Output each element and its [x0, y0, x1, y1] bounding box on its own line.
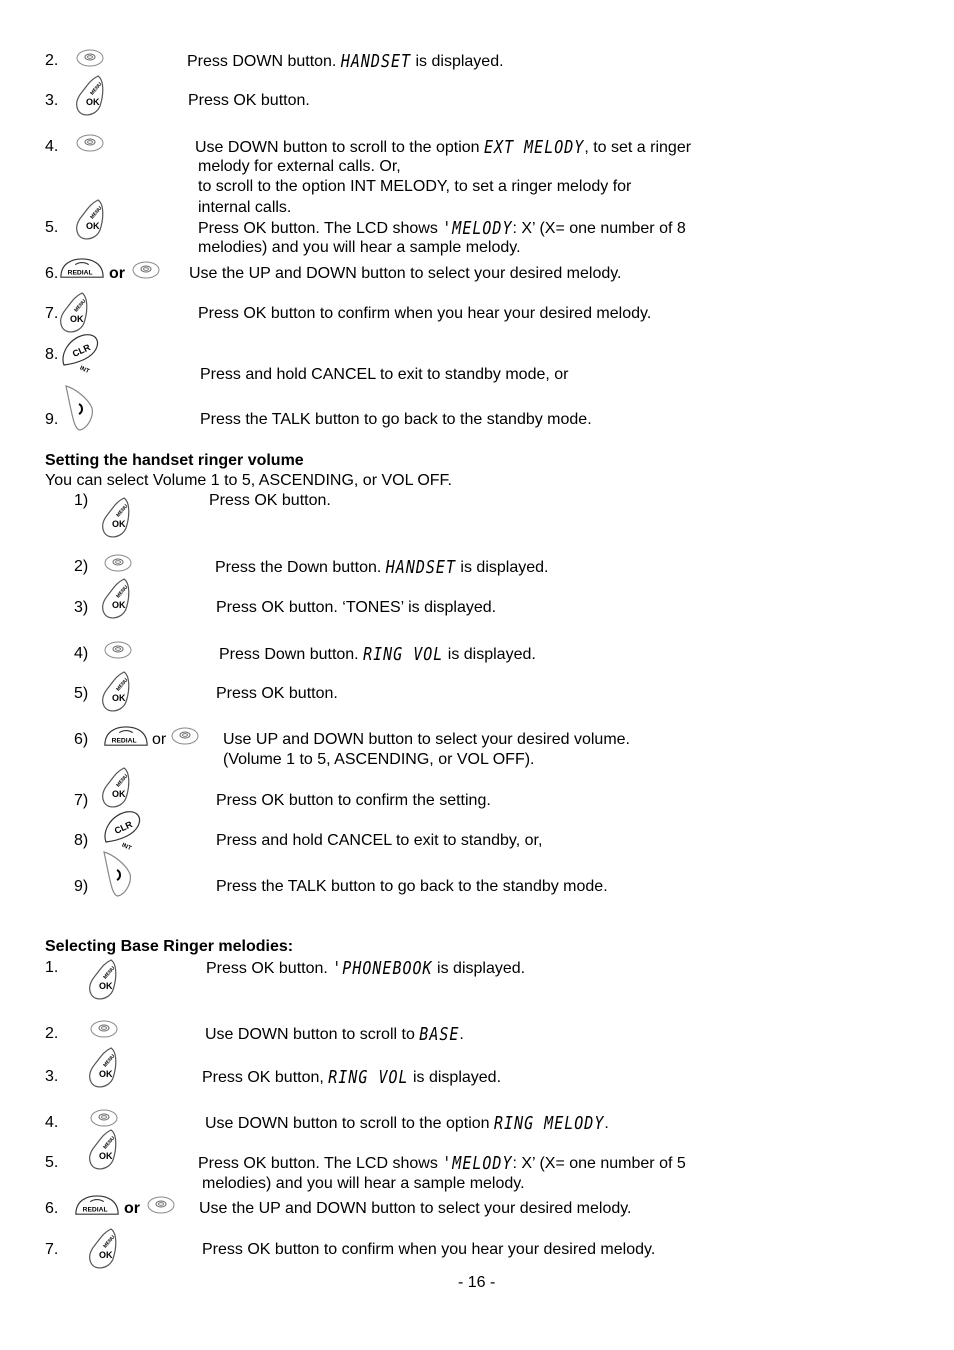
redial-up-button-icon	[102, 724, 150, 751]
section-heading: Selecting Base Ringer melodies:	[45, 938, 294, 955]
step-number: 8)	[74, 832, 89, 849]
step-number: 7)	[74, 792, 89, 809]
step-text: Press OK button, RING VOL is displayed.	[202, 1066, 502, 1088]
redial-up-button-icon	[73, 1193, 121, 1220]
down-button-icon	[131, 260, 161, 280]
step-number: 4)	[74, 645, 89, 662]
step-text: Use DOWN button to scroll to the option EXT MELODY, to set a ringer	[195, 136, 692, 158]
step-number: 7.	[45, 305, 59, 322]
step-number: 5.	[45, 219, 59, 236]
step-text: Use the UP and DOWN button to select your desired melody.	[199, 1200, 632, 1217]
step-number: 9.	[45, 411, 59, 428]
step-text: Press OK button. The LCD shows 'MELODY: X’ (X= one number of 8	[198, 217, 686, 239]
lcd-text: HANDSET	[340, 50, 412, 72]
ok-menu-button-icon	[87, 958, 119, 1002]
step-number: 4.	[45, 138, 59, 155]
or-label: or	[109, 265, 125, 282]
step-text: Press DOWN button. HANDSET is displayed.	[187, 50, 504, 72]
step-number: 4.	[45, 1114, 59, 1131]
step-number: 8.	[45, 346, 59, 363]
step-text: Press the Down button. HANDSET is displayed.	[215, 556, 549, 578]
down-button-icon	[89, 1019, 119, 1039]
down-button-icon	[75, 133, 105, 153]
step-text-line: melody for external calls. Or,	[198, 158, 401, 175]
step-number: 2.	[45, 1025, 59, 1042]
step-text: Press and hold CANCEL to exit to standby mode, or	[200, 366, 569, 383]
clr-int-button-icon	[100, 808, 144, 852]
step-number: 6)	[74, 731, 89, 748]
ok-menu-button-icon	[74, 74, 106, 118]
ok-menu-button-icon	[74, 198, 106, 242]
step-number: 2)	[74, 558, 89, 575]
step-text-line: (Volume 1 to 5, ASCENDING, or VOL OFF).	[223, 751, 535, 768]
lcd-text: RING VOL	[363, 643, 444, 665]
step-number: 7.	[45, 1241, 59, 1258]
ok-menu-button-icon	[100, 766, 132, 810]
section-heading: Setting the handset ringer volume	[45, 452, 304, 469]
lcd-text: RING VOL	[328, 1066, 409, 1088]
ok-menu-button-icon	[87, 1046, 119, 1090]
step-text-line: to scroll to the option INT MELODY, to set a ringer melody for	[198, 178, 632, 195]
down-button-icon	[103, 553, 133, 573]
step-number: 6.	[45, 1200, 59, 1217]
step-number: 5.	[45, 1154, 59, 1171]
step-text-line: melodies) and you will hear a sample melody.	[198, 239, 521, 256]
ok-menu-button-icon	[87, 1128, 119, 1172]
step-text: Press the TALK button to go back to the standby mode.	[216, 878, 608, 895]
step-number: 2.	[45, 52, 59, 69]
step-text: Press OK button to confirm when you hear your desired melody.	[202, 1241, 656, 1258]
lcd-text: 'PHONEBOOK	[332, 957, 433, 979]
step-text: Use DOWN button to scroll to BASE.	[205, 1023, 464, 1045]
step-number: 5)	[74, 685, 89, 702]
step-number: 3)	[74, 599, 89, 616]
step-text: Press OK button.	[188, 92, 310, 109]
step-text: Press OK button to confirm the setting.	[216, 792, 491, 809]
lcd-text: 'MELODY	[442, 1152, 513, 1174]
step-number: 3.	[45, 1068, 59, 1085]
down-button-icon	[75, 48, 105, 68]
ok-menu-button-icon	[87, 1227, 119, 1271]
down-button-icon	[170, 726, 200, 746]
step-text-line: melodies) and you will hear a sample melody.	[202, 1175, 525, 1192]
step-text: Use the UP and DOWN button to select your desired melody.	[189, 265, 622, 282]
ok-menu-button-icon	[100, 496, 132, 540]
step-text: Press OK button to confirm when you hear your desired melody.	[198, 305, 652, 322]
step-text: Press the TALK button to go back to the standby mode.	[200, 411, 592, 428]
step-text: Press OK button.	[216, 685, 338, 702]
step-text: Press Down button. RING VOL is displayed.	[219, 643, 536, 665]
step-text: Press and hold CANCEL to exit to standby, or,	[216, 832, 543, 849]
step-text: Press OK button. ‘TONES’ is displayed.	[216, 599, 497, 616]
step-number: 9)	[74, 878, 89, 895]
step-text: Press OK button.	[209, 492, 331, 509]
lcd-text: 'MELODY	[442, 217, 513, 239]
lcd-text: BASE	[419, 1023, 460, 1045]
talk-button-icon	[100, 850, 134, 898]
step-number: 6.	[45, 265, 59, 282]
step-number: 1.	[45, 959, 59, 976]
step-text-line: internal calls.	[198, 199, 292, 216]
talk-button-icon	[62, 384, 96, 432]
ok-menu-button-icon	[100, 577, 132, 621]
lcd-text: EXT MELODY	[484, 136, 585, 158]
ok-menu-button-icon	[100, 670, 132, 714]
redial-up-button-icon	[58, 256, 106, 283]
down-button-icon	[89, 1108, 119, 1128]
step-text: Use DOWN button to scroll to the option RING MELODY.	[205, 1112, 609, 1134]
step-number: 3.	[45, 92, 59, 109]
or-label: or	[124, 1200, 140, 1217]
ok-menu-button-icon	[58, 291, 90, 335]
lcd-text: HANDSET	[385, 556, 456, 578]
clr-int-button-icon	[58, 331, 102, 375]
section-intro: You can select Volume 1 to 5, ASCENDING, or VOL OFF.	[45, 472, 452, 489]
step-text: Press OK button. 'PHONEBOOK is displayed.	[206, 957, 526, 979]
step-number: 1)	[74, 492, 89, 509]
page-number: - 16 -	[458, 1274, 496, 1291]
step-text: Press OK button. The LCD shows 'MELODY: X’ (X= one number of 5	[198, 1152, 686, 1174]
step-text: Use UP and DOWN button to select your desired volume.	[223, 731, 630, 748]
down-button-icon	[146, 1195, 176, 1215]
lcd-text: RING MELODY	[494, 1112, 605, 1134]
or-label: or	[152, 731, 167, 748]
down-button-icon	[103, 640, 133, 660]
